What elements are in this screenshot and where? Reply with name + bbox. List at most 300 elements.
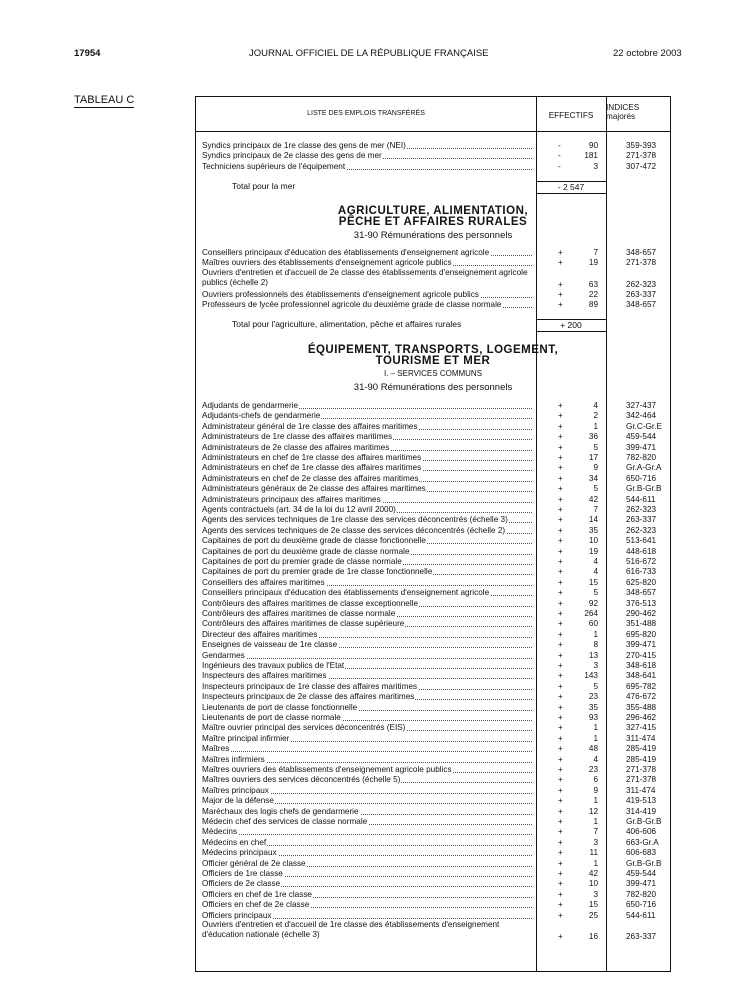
effectif-sign: +: [558, 806, 563, 816]
row-effectif: [558, 899, 608, 910]
table-row-label: [202, 161, 536, 172]
effectif-sign: +: [558, 910, 563, 920]
journal-title: JOURNAL OFFICIEL DE LA RÉPUBLIQUE FRANÇAISE: [249, 48, 489, 59]
row-effectif: [558, 858, 608, 869]
row-label-text: Adjudants-chefs de gendarmerie: [202, 411, 321, 421]
effectif-sign: -: [558, 141, 561, 150]
row-effectif: [558, 587, 608, 598]
row-effectif: [558, 431, 608, 442]
row-indice: 355-488: [626, 702, 657, 712]
row-indice: 270-415: [626, 650, 657, 660]
row-label-text: Capitaines de port du premier grade de classe normale: [202, 557, 402, 566]
header-indices-line2: majorés: [606, 112, 636, 121]
effectif-sign: +: [558, 869, 563, 878]
row-label-text: Officiers en chef de 2e classe: [202, 900, 310, 910]
row-indice: 695-820: [626, 629, 657, 639]
effectif-value: 42: [588, 494, 598, 504]
header-divider: [196, 131, 670, 132]
row-indice: 650-716: [626, 473, 657, 483]
effectif-value: 4: [593, 557, 598, 566]
table-row-label: [202, 910, 536, 921]
section-title-equipement-1: ÉQUIPEMENT, TRANSPORTS, LOGEMENT,: [307, 344, 559, 356]
row-effectif: [558, 931, 608, 942]
effectif-sign: +: [558, 432, 563, 442]
effectif-sign: +: [558, 536, 563, 546]
effectif-value: 14: [588, 515, 598, 525]
effectif-value: 8: [593, 640, 598, 650]
effectif-value: 4: [593, 401, 598, 410]
effectif-value: 5: [593, 442, 598, 452]
row-effectif: [558, 247, 608, 258]
row-effectif: [558, 452, 608, 463]
row-indice: 616-733: [626, 567, 657, 577]
effectif-sign: -: [558, 151, 561, 161]
effectif-sign: +: [558, 671, 563, 681]
effectif-value: 16: [588, 932, 598, 941]
effectif-sign: +: [558, 650, 563, 660]
row-indice: 348-657: [626, 300, 657, 310]
row-label-text: Médecins en chef: [202, 837, 267, 847]
row-indice: 376-513: [626, 598, 657, 608]
row-label-text: Professeurs de lycée professionnel agricole du deuxième grade de classe normale: [202, 300, 502, 310]
row-effectif: [558, 650, 608, 661]
row-effectif: [558, 618, 608, 629]
effectif-sign: +: [558, 629, 563, 639]
effectif-sign: +: [558, 289, 563, 299]
row-label-text: Capitaines de port du deuxième grade de classe normale: [202, 546, 410, 556]
effectif-sign: +: [558, 609, 563, 618]
table-row-label: [202, 299, 536, 310]
effectif-value: 17: [588, 453, 598, 462]
row-label-text: Conseillers principaux d'éducation des établissements d'enseignement agricole: [202, 588, 490, 598]
row-indice: Gr.A-Gr.A: [626, 463, 662, 473]
row-effectif: [558, 535, 608, 546]
table-row-label: [202, 712, 536, 723]
row-effectif: [558, 733, 608, 744]
row-effectif: [558, 670, 608, 681]
table-row-label: [202, 410, 536, 421]
effectif-value: 7: [593, 827, 598, 837]
total-mer-label: Total pour la mer: [232, 181, 296, 191]
table-row-label: [202, 494, 536, 505]
effectif-value: 3: [593, 837, 598, 847]
effectif-sign: +: [558, 505, 563, 514]
row-label-text: Capitaines de port du deuxième grade de classe fonctionnelle: [202, 536, 426, 546]
effectif-value: 5: [593, 484, 598, 494]
row-effectif: [558, 608, 608, 619]
row-indice: 459-544: [626, 432, 657, 442]
row-indice: 311-474: [626, 785, 656, 795]
effectif-value: 181: [584, 151, 598, 161]
effectif-sign: +: [558, 300, 563, 310]
effectif-value: 11: [589, 848, 598, 858]
row-indice: 348-641: [626, 671, 657, 681]
row-label-text: Inspecteurs des affaires maritimes: [202, 671, 327, 681]
effectif-sign: +: [558, 733, 563, 743]
row-label-text: Agents contractuels (art. 34 de la loi du 12 avril 2000): [202, 505, 396, 514]
table-row-label: [202, 587, 536, 598]
effectif-sign: +: [558, 453, 563, 462]
row-effectif: [558, 806, 608, 817]
table-row-label: [202, 743, 536, 754]
row-indice: 314-419: [626, 806, 657, 816]
effectif-sign: +: [558, 279, 563, 289]
effectif-value: 143: [584, 671, 598, 681]
row-label-text: Officiers en chef de 1re classe: [202, 889, 312, 899]
table-row-label: [202, 546, 536, 557]
row-indice: 695-782: [626, 681, 657, 691]
row-effectif: [558, 743, 608, 754]
row-indice: 782-820: [626, 453, 657, 462]
section-title-equipement-2: TOURISME ET MER: [375, 355, 491, 367]
leader-dots: [202, 751, 532, 752]
row-effectif: [558, 639, 608, 650]
table-row-label: [202, 826, 536, 837]
row-label-text: Médecins: [202, 827, 238, 837]
row-indice: 271-378: [626, 775, 657, 785]
effectif-value: 7: [593, 248, 598, 257]
row-effectif: [558, 754, 608, 765]
table-row-label: [202, 899, 536, 910]
header-effectifs: EFFECTIFS: [548, 111, 594, 120]
row-label-text: Officier général de 2e classe: [202, 858, 306, 868]
effectif-value: 10: [588, 879, 598, 889]
table-row-label: [202, 691, 536, 702]
row-indice: 513-641: [626, 536, 657, 546]
effectif-sign: +: [558, 827, 563, 837]
table-row-label: [202, 566, 536, 577]
row-label-text: Agents des services techniques de 2e classe des services déconcentrés (échelle 2): [202, 525, 506, 535]
row-label-text: Gendarmes: [202, 650, 245, 660]
row-indice: 625-820: [626, 577, 657, 587]
effectif-sign: +: [558, 484, 563, 494]
effectif-sign: +: [558, 258, 563, 268]
effectif-sign: +: [558, 723, 563, 733]
table-row-label: [202, 629, 536, 640]
row-label-text: Capitaines de port du premier grade de 1re classe fonctionnelle: [202, 567, 433, 577]
table-row-label: [202, 473, 536, 484]
chapter-agriculture: 31-90 Rémunérations des personnels: [353, 230, 513, 241]
row-indice: 263-337: [626, 515, 657, 525]
effectif-value: 48: [588, 744, 598, 754]
row-effectif: [558, 785, 608, 796]
effectif-value: 4: [593, 754, 598, 764]
row-effectif: [558, 556, 608, 567]
effectif-value: 19: [588, 546, 598, 556]
table-row-label: [202, 785, 536, 796]
table-row-label: [202, 442, 536, 453]
row-label-text: Maîtres: [202, 744, 230, 754]
total-agriculture-label: Total pour l'agriculture, alimentation, pêche et affaires rurales: [232, 319, 462, 329]
table-row-label: [202, 150, 536, 161]
effectif-value: 42: [588, 869, 598, 878]
row-indice: 271-378: [626, 765, 657, 774]
effectif-value: 22: [588, 289, 598, 299]
row-effectif: [558, 764, 608, 775]
effectif-value: 3: [593, 889, 598, 899]
row-indice: 327-437: [626, 401, 657, 410]
row-effectif: [558, 462, 608, 473]
table-row-label: [202, 681, 536, 692]
row-label-text: Administrateurs de 2e classe des affaires maritimes: [202, 442, 390, 452]
table-row-label: [202, 650, 536, 661]
table-row-label: [202, 816, 536, 827]
effectif-sign: +: [558, 765, 563, 774]
row-label-text: Lieutenants de port de classe fonctionnelle: [202, 702, 358, 712]
row-label-text: Lieutenants de port de classe normale: [202, 713, 341, 722]
effectif-sign: +: [558, 796, 563, 806]
row-indice: 544-611: [626, 910, 656, 920]
table-row-label: [202, 920, 536, 942]
row-label-text: Officiers principaux: [202, 910, 272, 920]
effectif-value: 3: [593, 661, 598, 670]
row-label-text: Contrôleurs des affaires maritimes de classe exceptionnelle: [202, 598, 419, 608]
effectif-sign: +: [558, 858, 563, 868]
effectif-value: 93: [588, 713, 598, 722]
effectif-value: 19: [588, 258, 598, 268]
column-divider: [536, 97, 537, 971]
publication-date: 22 octobre 2003: [613, 48, 682, 59]
effectif-sign: +: [558, 557, 563, 566]
row-indice: 448-618: [626, 546, 657, 556]
row-label-text: Médecin chef des services de classe normale: [202, 817, 368, 826]
table-row-label: [202, 847, 536, 858]
row-effectif: [558, 299, 608, 310]
row-label-text: Maîtres infirmiers: [202, 754, 265, 764]
row-effectif: [558, 140, 608, 151]
table-row-label: [202, 878, 536, 889]
row-effectif: [558, 514, 608, 525]
effectif-sign: +: [558, 932, 563, 941]
effectif-sign: +: [558, 879, 563, 889]
effectif-value: 12: [588, 806, 598, 816]
row-indice: 476-672: [626, 692, 657, 702]
effectif-sign: +: [558, 900, 563, 910]
effectif-value: 23: [588, 765, 598, 774]
effectif-sign: +: [558, 494, 563, 504]
effectif-sign: +: [558, 567, 563, 577]
row-indice: 262-323: [626, 279, 657, 289]
table-row-label: [202, 483, 536, 494]
row-indice: 271-378: [626, 258, 657, 268]
effectif-value: 1: [593, 629, 598, 639]
row-indice: 399-471: [626, 442, 657, 452]
row-indice: 544-611: [626, 494, 656, 504]
table-row-label: [202, 247, 536, 258]
row-indice: 348-657: [626, 588, 657, 598]
row-label-text: Contrôleurs des affaires maritimes de classe supérieure: [202, 619, 405, 629]
effectif-sign: +: [558, 692, 563, 702]
table-row-label: [202, 421, 536, 432]
row-effectif: [558, 660, 608, 671]
section-title-agriculture-1: AGRICULTURE, ALIMENTATION,: [337, 205, 529, 217]
row-indice: 271-378: [626, 151, 657, 161]
row-effectif: [558, 504, 608, 515]
row-label-text: Techniciens supérieurs de l'équipement: [202, 161, 346, 171]
effectif-sign: +: [558, 681, 563, 691]
row-indice: 307-472: [626, 161, 657, 171]
table-row-label: [202, 452, 536, 463]
row-effectif: [558, 289, 608, 300]
effectif-value: 1: [593, 421, 598, 431]
row-effectif: [558, 442, 608, 453]
row-label-text: Maîtres ouvriers des établissements d'enseignement agricole publics: [202, 765, 452, 774]
row-indice: 262-323: [626, 525, 657, 535]
effectif-sign: +: [558, 525, 563, 535]
effectif-sign: +: [558, 640, 563, 650]
row-effectif: [558, 483, 608, 494]
table-row-label: [202, 639, 536, 650]
effectif-value: 90: [588, 141, 598, 150]
row-label-text: Administrateurs en chef de 1re classe des affaires maritimes: [202, 453, 422, 462]
row-indice: 262-323: [626, 505, 657, 514]
row-effectif: [558, 400, 608, 411]
row-label-text: Agents des services techniques de 1re classe des services déconcentrés (échelle 3): [202, 515, 508, 525]
table-row-label: [202, 774, 536, 785]
row-label-text: Ouvriers d'entretien et d'accueil de 2e classe des établissements d'enseignement agricole publics (échelle 2): [202, 268, 536, 288]
row-label-text: Maîtres ouvriers des établissements d'enseignement agricole publics: [202, 258, 452, 268]
row-label-text: Administrateurs en chef de 2e classe des affaires maritimes: [202, 473, 419, 483]
row-indice: 342-464: [626, 411, 657, 421]
row-indice: 399-471: [626, 879, 657, 889]
effectif-sign: +: [558, 817, 563, 826]
table-row-label: [202, 660, 536, 671]
table-row-label: [202, 504, 536, 515]
table-row-label: [202, 598, 536, 609]
table-row-label: [202, 889, 536, 900]
row-label-text: Directeur des affaires maritimes: [202, 629, 318, 639]
row-effectif: [558, 494, 608, 505]
row-effectif: [558, 691, 608, 702]
row-effectif: [558, 473, 608, 484]
table-row-label: [202, 556, 536, 567]
table-row-label: [202, 670, 536, 681]
row-indice: 399-471: [626, 640, 657, 650]
row-effectif: [558, 889, 608, 900]
row-effectif: [558, 577, 608, 588]
effectif-value: 5: [593, 588, 598, 598]
row-indice: 311-474: [626, 733, 656, 743]
effectif-sign: +: [558, 702, 563, 712]
effectif-value: 25: [588, 910, 598, 920]
leader-dots: [202, 834, 532, 835]
row-label-text: Administrateur général de 1re classe des affaires maritimes: [202, 421, 418, 431]
row-effectif: [558, 150, 608, 161]
row-label-text: Syndics principaux de 1re classe des gens de mer (NEI): [202, 141, 406, 150]
effectif-value: 7: [593, 505, 598, 514]
row-label-text: Administrateurs en chef de 1re classe des affaires maritimes: [202, 463, 422, 473]
table-row-label: [202, 702, 536, 713]
row-indice: Gr.B-Gr.B: [626, 484, 662, 494]
row-effectif: [558, 868, 608, 879]
row-effectif: [558, 525, 608, 536]
row-indice: 296-462: [626, 713, 657, 722]
effectif-sign: +: [558, 401, 563, 410]
row-indice: 459-544: [626, 869, 657, 878]
effectif-sign: +: [558, 754, 563, 764]
row-indice: 348-618: [626, 661, 657, 670]
table-row-label: [202, 618, 536, 629]
effectif-value: 63: [588, 279, 598, 289]
row-indice: 327-415: [626, 723, 657, 733]
effectif-sign: +: [558, 463, 563, 473]
table-row-label: [202, 795, 536, 806]
row-label-text: Inspecteurs principaux de 2e classe des affaires maritimes: [202, 692, 415, 702]
effectif-sign: +: [558, 473, 563, 483]
row-label-text: Conseillers des affaires maritimes: [202, 577, 325, 587]
row-label-text: Ouvriers professionnels des établissements d'enseignement agricole publics: [202, 289, 479, 299]
table-row-label: [202, 868, 536, 879]
row-indice: 290-462: [626, 609, 657, 618]
table-row-label: [202, 608, 536, 619]
effectif-value: 9: [593, 463, 598, 473]
effectif-value: 6: [593, 775, 598, 785]
row-indice: 263-337: [626, 289, 657, 299]
table-row-label: [202, 514, 536, 525]
row-indice: 606-683: [626, 848, 657, 858]
section-title-agriculture-2: PÊCHE ET AFFAIRES RURALES: [338, 216, 528, 228]
row-effectif: [558, 566, 608, 577]
row-indice: 650-716: [626, 900, 657, 910]
effectif-value: 9: [593, 785, 598, 795]
effectif-value: 3: [593, 161, 598, 171]
row-label-text: Major de la défense: [202, 796, 274, 806]
header-liste: LISTE DES EMPLOIS TRANSFÉRÉS: [307, 110, 425, 117]
row-label-text: Médecins principaux: [202, 848, 277, 858]
row-label-text: Contrôleurs des affaires maritimes de classe normale: [202, 609, 396, 618]
effectif-sign: +: [558, 661, 563, 670]
row-label-text: Maîtres ouvriers des services déconcentrés (échelle 5): [202, 775, 401, 785]
effectif-sign: +: [558, 577, 563, 587]
row-indice: 782-820: [626, 889, 657, 899]
row-effectif: [558, 712, 608, 723]
row-label-text: Administrateurs principaux des affaires maritimes: [202, 494, 381, 504]
effectif-sign: +: [558, 775, 563, 785]
table-row-label: [202, 268, 536, 290]
table-row-label: [202, 400, 536, 411]
row-indice: 663-Gr.A: [626, 837, 659, 847]
effectif-sign: +: [558, 546, 563, 556]
table-row-label: [202, 806, 536, 817]
effectif-sign: +: [558, 889, 563, 899]
table-row-label: [202, 525, 536, 536]
table-row-label: [202, 722, 536, 733]
row-effectif: [558, 774, 608, 785]
row-indice: 419-513: [626, 796, 657, 806]
row-label-text: Maîtres principaux: [202, 785, 269, 795]
effectif-value: 92: [588, 598, 598, 608]
row-indice: 285-419: [626, 754, 657, 764]
effectif-value: 2: [593, 411, 598, 421]
table-label: TABLEAU C: [74, 94, 135, 106]
effectif-value: 89: [588, 300, 598, 310]
effectif-value: 4: [593, 567, 598, 577]
header-indices-line1: INDICES: [606, 103, 640, 112]
leader-dots: [202, 658, 532, 659]
row-label-text: Ingénieurs des travaux publics de l'Etat: [202, 661, 345, 670]
table-row-label: [202, 754, 536, 765]
table-row-label: [202, 431, 536, 442]
table-row-label: [202, 858, 536, 869]
table-row-label: [202, 289, 536, 300]
header-indices: [606, 103, 672, 121]
row-indice: Gr.C-Gr.E: [626, 421, 662, 431]
effectif-sign: +: [558, 744, 563, 754]
row-effectif: [558, 598, 608, 609]
effectif-value: 60: [588, 619, 598, 629]
effectif-value: 34: [588, 473, 598, 483]
table-row-label: [202, 535, 536, 546]
